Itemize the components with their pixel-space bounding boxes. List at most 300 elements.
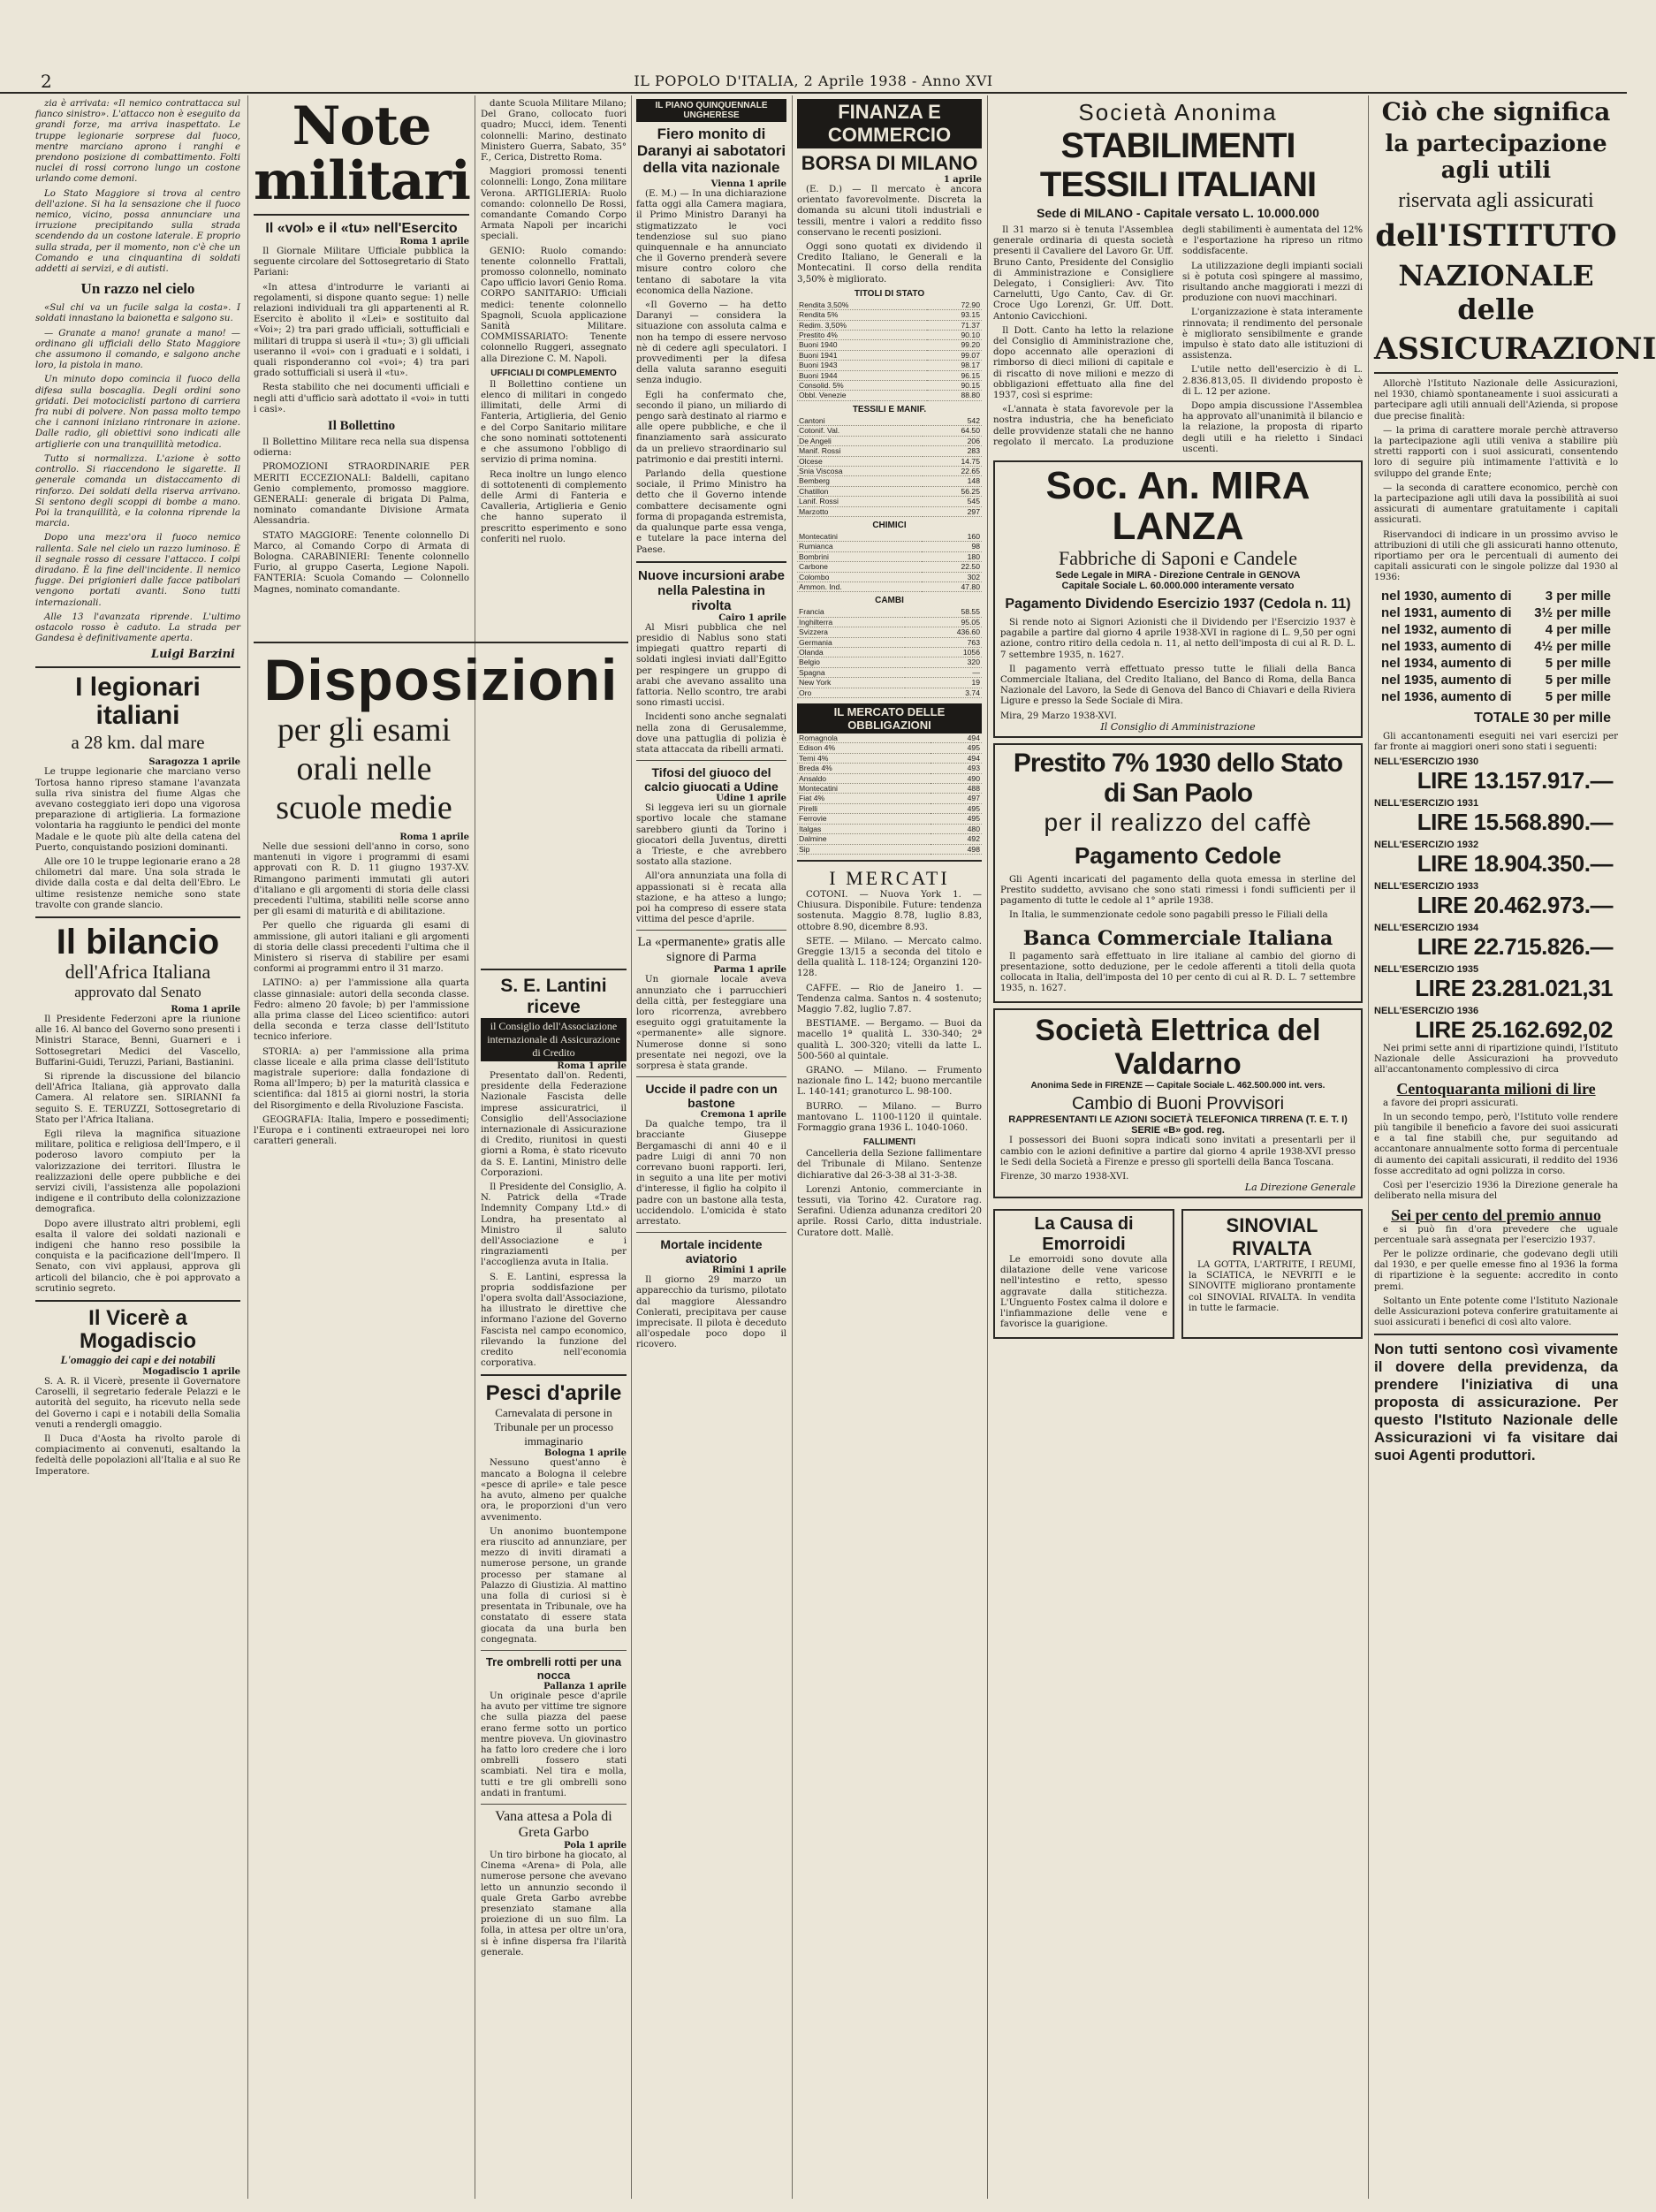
percent-value: 5 per mille	[1545, 688, 1611, 704]
paragraph: «In attesa d'introdurre le varianti ai regolamenti, si dispone quanto segue: 1) nelle relazioni individuali tra gli appartenenti al R. Esercito è abolito il «Lei» e sostituito dal «Voi»; 2) tra pari grado ufficiali, sottufficiali e militari di truppa si userà il «tu»; 3) gli ufficiali useranno il «voi» con i graduati e i soldati, i quali risponderanno col «voi»; 4) tra pari grado sottufficiali si userà il «tu».	[254, 282, 469, 379]
ad-emorroidi	[993, 1209, 1174, 1339]
quote-name: Pirelli	[797, 803, 931, 813]
year-label: NELL'ESERCIZIO 1931	[1374, 798, 1479, 810]
paragraph: Maggiori promossi tenenti colonnelli: Longo, Zona militare Verona. ARTIGLIERIA: Ruolo comando: colonnello De Rossi, comandante Comando Corpo Armata Napoli per incarichi speciali.	[481, 167, 627, 242]
paragraph: Il giorno 29 marzo un apparecchio da turismo, pilotato dal maggiore Alessandro Conlerati, precipitava per cause imprecisate. Il pilota è deceduto all'ospedale poco dopo il ricovero.	[636, 1275, 786, 1350]
percent-year: nel 1935, aumento di	[1381, 672, 1512, 688]
year-value-row	[1374, 850, 1618, 878]
quote-row	[797, 743, 982, 753]
column-rule	[792, 95, 793, 2199]
quote-row	[797, 637, 982, 647]
year-value: LIRE 23.281.021,31	[1415, 975, 1613, 1002]
banner-ungherese: IL PIANO QUINQUENNALE UNGHERESE	[636, 99, 786, 122]
quote-value: 90.15	[927, 381, 982, 391]
quote-value: 71.37	[927, 320, 982, 330]
quote-row	[797, 824, 982, 833]
quote-value: 495	[931, 814, 982, 824]
quote-row	[797, 814, 982, 824]
ina-head-2: la partecipazione agli utili	[1385, 131, 1607, 184]
quote-row	[797, 551, 982, 561]
quote-value: 488	[931, 784, 982, 794]
bci-label: Banca Commerciale Italiana	[1022, 926, 1333, 950]
quote-name: Spagna	[797, 667, 905, 677]
column-rule	[247, 95, 248, 2199]
column-rule	[987, 95, 988, 2199]
quote-name: Buoni 1940	[797, 340, 927, 350]
headline-bollettino: Il Bollettino	[327, 419, 396, 434]
quote-name: Germania	[797, 637, 905, 647]
divider	[636, 930, 786, 931]
ina-head-6: ASSICURAZIONI	[1374, 331, 1656, 367]
quote-name: Rendita 3,50%	[797, 300, 927, 310]
paragraph: Cancelleria della Sezione fallimentare del Tribunale di Milano. Sentenze dichiarative dal 26-3-38 al 31-3-38.	[797, 1149, 982, 1181]
table-head: TESSILI E MANIF.	[852, 404, 927, 414]
headline-obbligazioni: IL MERCATO DELLE OBBLIGAZIONI	[797, 703, 982, 734]
quote-value: 47.80	[922, 582, 982, 591]
divider	[797, 860, 982, 862]
quote-value: 495	[931, 803, 982, 813]
headline-emorroidi: La Causa di Emorroidi	[1034, 1213, 1134, 1254]
quote-value: 22.65	[923, 466, 982, 475]
quote-name: Consolid. 5%	[797, 381, 927, 391]
san-paolo-sub: per il realizzo del caffè	[1044, 808, 1312, 836]
quote-name: Cotonif. Val.	[797, 426, 923, 436]
quote-row	[797, 436, 982, 445]
quote-name: New York	[797, 678, 905, 688]
quote-name: Snia Viscosa	[797, 466, 923, 475]
quote-row	[797, 803, 982, 813]
paragraph: Un giornale locale aveva annunziato che i parrucchieri della città, per festeggiare una loro ricorrenza, avrebbero eseguito oggi gratuitamente la «permanente» alle signore. Numerose donne si sono presentate nei negozi, ove la sorpresa è stata grande.	[636, 975, 786, 1071]
paragraph: zia è arrivata: «Il nemico contrattacca sul fianco sinistro». L'attacco non è eseguito da grandi forze, ma arriva inaspettato. Le truppe legionarie sorprese dal fuoco, mentre marciano aprono i ranghi e prendono posizione di combattimento. Folti nuclei di rossi corrono lungo un costone urlando come demoni.	[35, 99, 240, 185]
paragraph: Dopo avere illustrato altri problemi, egli esalta il valore dei soldati nazionali e indigeni che hanno reso possibile la conquista e la pacificazione dell'Impero. Il Senato, con vivi applausi, approva gli articoli del bilancio, che è poi approvato a scrutinio segreto.	[35, 1219, 240, 1294]
paragraph: In un secondo tempo, però, l'Istituto volle rendere più tangibile il beneficio a favore dei suoi assicurati e a tal fine stabilì che, pur seguitando ad accantonare annualmente sotto forma di percentuale di aumento dei capitali assicurati, il reddito del 1936 fosse accreditato ad ogni polizza in corso.	[1374, 1112, 1618, 1176]
paragraph: Parlando della questione sociale, il Primo Ministro ha detto che il Governo intende combattere decisamente ogni forma di propaganda estremista, da qualunque parte essa venga, e tutelare la pace interna del Paese.	[636, 469, 786, 555]
divider	[254, 214, 469, 216]
quote-value: 498	[931, 844, 982, 854]
column-1	[35, 99, 240, 2202]
paragraph: Il Giornale Militare Ufficiale pubblica la seguente circolare del Sottosegretario di Stato Pariani:	[254, 247, 469, 278]
dateline: Roma 1 aprile	[171, 1004, 240, 1015]
divider	[636, 561, 786, 563]
divider	[35, 1300, 240, 1302]
paragraph: Un originale pesce d'aprile ha avuto per vittime tre signore che sulla piazza del paese erano ferme sotto un portico mentre pioveva. Un giovinastro ha fatto loro credere che i loro ombrelli fossero stati scambiati. Nel tira e molla, tutti e tre gli ombrelli sono andati in frantumi.	[481, 1691, 627, 1798]
paragraph: «Sul chi va un fucile salga la costa». I soldati innastano la baionetta e salgono su.	[35, 303, 240, 324]
quote-row	[797, 350, 982, 360]
headline-mira: Soc. An. MIRA LANZA	[1045, 464, 1310, 549]
paragraph: Da qualche tempo, tra il bracciante Giuseppe Bergamaschi di anni 40 e il padre Luigi di anni 70 non correvano buoni rapporti. Ieri, in seguito a una lite per motivi d'interesse, il figlio ha colpito il padre con un bastone alla testa, uccidendolo. L'omicida è stato arrestato.	[636, 1120, 786, 1228]
quote-name: Fiat 4%	[797, 794, 931, 803]
subhead-pesci: Carnevalata di persone in Tribunale per un processo immaginario	[494, 1406, 613, 1448]
percent-value: 5 per mille	[1545, 672, 1611, 688]
paragraph: Un tiro birbone ha giocato, al Cinema «Arena» di Pola, alle numerose persone che avevano letto un annunzio secondo il quale Greta Garbo avrebbe presenziato stamane alla proiezione di un suo film. La folla, in attesa per oltre un'ora, si è infine dispersa fra l'ilarità generale.	[481, 1850, 627, 1957]
paragraph: Egli ha confermato che, secondo il piano, un miliardo di pengo sarà destinato al riarmo e alle opere pubbliche, e che il finanziamento sarà assicurato da un prelievo straordinario sul patrimonio e dai prestiti interni.	[636, 390, 786, 465]
paragraph: — la seconda di carattere economico, perchè con la partecipazione agli utili dava la possibilità ai suoi assicurati di aumentare gratuitamente i capitali assicurati.	[1374, 483, 1618, 526]
quote-name: Rumianca	[797, 542, 922, 551]
table-head: CHIMICI	[872, 520, 907, 530]
quote-name: Montecatini	[797, 784, 931, 794]
mira-pagamento-head: Pagamento Dividendo Esercizio 1937 (Cedola n. 11)	[1005, 597, 1351, 612]
quote-row	[797, 658, 982, 667]
valdarno-sede: Anonima Sede in FIRENZE — Capitale Sociale L. 462.500.000 int. vers.	[1030, 1081, 1326, 1091]
disposizioni-col-a	[254, 832, 469, 1151]
divider	[1374, 1334, 1618, 1335]
dateline: Parma 1 aprile	[713, 965, 786, 976]
quote-name: Terni 4%	[797, 753, 931, 763]
quote-row	[797, 834, 982, 844]
banner-finanza: FINANZA E COMMERCIO	[797, 99, 982, 148]
column-6	[993, 99, 1363, 2202]
quote-value: 763	[905, 637, 982, 647]
percent-year: nel 1936, aumento di	[1381, 688, 1512, 704]
paragraph: Si riprende la discussione del bilancio dell'Africa Italiana, già approvato dalla Camera. Al relatore sen. SIRIANNI fa seguito S. E. TERUZZI, Sottosegretario di Stato per l'Africa Italiana.	[35, 1072, 240, 1125]
dateline: 1 aprile	[943, 175, 982, 185]
bottom-ads	[993, 1204, 1363, 1344]
ina-head-5: NAZIONALE delle	[1398, 259, 1594, 326]
quote-row	[797, 764, 982, 773]
year-value: LIRE 25.162.692,02	[1415, 1016, 1613, 1044]
quote-value: 492	[931, 834, 982, 844]
quote-row	[797, 381, 982, 391]
paragraph: BURRO. — Milano. — Burro mantovano L. 1100-1120 il quintale. Formaggio grana 1936 L. 1040-1060.	[797, 1101, 982, 1133]
column-4	[636, 99, 786, 2202]
quote-value: 99.20	[927, 340, 982, 350]
headline-mortale: Mortale incidente aviatorio	[660, 1237, 763, 1266]
quote-name: Italgas	[797, 824, 931, 833]
paragraph: Si leggeva ieri su un giornale sportivo locale che stamane sarebbero giunti da Torino i giocatori della Juventus, diretti a Trieste, e che avrebbero sostato alla stazione.	[636, 803, 786, 868]
headline-vicere: Il Vicerè a Mogadiscio	[79, 1306, 196, 1354]
quote-name: Edison 4%	[797, 743, 931, 753]
quote-name: Buoni 1944	[797, 370, 927, 380]
quote-value: 494	[931, 753, 982, 763]
headline-note-militari: Note militari	[254, 95, 470, 212]
headline-borsa: BORSA DI MILANO	[801, 152, 978, 174]
totale: TOTALE 30 per mille	[1473, 710, 1611, 726]
paragraph: CAFFE. — Rio de Janeiro 1. — Tendenza calma. Santos n. 4 sostenuto; Maggio 7.82, luglio 7.87.	[797, 983, 982, 1015]
quote-row	[797, 416, 982, 426]
paragraph: Tutto si normalizza. L'azione è sotto controllo. Si riaccendono le sigarette. Il generale comanda un distaccamento di rinforzo. Dei soldati della riserva arrivano. Si sentono degli scoppi di bombe a mano. Poi la tranquillità, e la colonna riprende la marcia.	[35, 453, 240, 529]
quote-value: 22.50	[922, 562, 982, 572]
headline-permanente: La «permanente» gratis alle signore di Parma	[637, 935, 786, 965]
table-head: TITOLI DI STATO	[854, 288, 925, 299]
lead-paras	[35, 99, 240, 275]
quote-value: 283	[923, 446, 982, 456]
headline-sti: STABILIMENTI TESSILI ITALIANI	[1039, 126, 1317, 204]
quote-row	[797, 426, 982, 436]
section-head: UFFICIALI DI COMPLEMENTO	[490, 368, 617, 378]
quote-value: 1056	[905, 648, 982, 658]
percent-year: nel 1932, aumento di	[1381, 621, 1512, 637]
quote-name: Montecatini	[797, 532, 922, 542]
headline-vol: Il «vol» e il «tu» nell'Esercito	[265, 221, 458, 236]
quote-row	[797, 391, 982, 400]
quote-row	[797, 678, 982, 688]
percent-row	[1374, 655, 1618, 672]
divider	[481, 1374, 627, 1376]
quote-name: Francia	[797, 607, 905, 617]
quote-row	[797, 310, 982, 320]
percent-row	[1374, 638, 1618, 655]
quote-row	[797, 300, 982, 310]
quote-row	[797, 688, 982, 697]
masthead-line: IL POPOLO D'ITALIA, 2 Aprile 1938 - Anno XVI	[634, 72, 993, 89]
headline-daranyi: Fiero monito di Daranyi ai sabotatori della vita nazionale	[636, 125, 786, 176]
quote-row	[797, 607, 982, 617]
year-value: LIRE 20.462.973.—	[1417, 892, 1613, 919]
paragraph: Gli Agenti incaricati del pagamento della quota emessa in sterline del Prestito suddetto, avvisano che sono stati rimessi i fondi sufficienti per il pagamento di tutte le cedole al 1° aprile 1938.	[1000, 874, 1356, 907]
paragraph: GRANO. — Milano. — Frumento nazionale fino L. 142; buono mercantile L. 140-141; granoturco L. 98-100.	[797, 1065, 982, 1098]
percent-value: 5 per mille	[1545, 655, 1611, 671]
percent-value: 3 per mille	[1545, 588, 1611, 604]
quote-row	[797, 753, 982, 763]
percent-year: nel 1934, aumento di	[1381, 655, 1512, 671]
subhead-legionari: a 28 km. dal mare	[71, 732, 205, 754]
dateline: Udine 1 aprile	[716, 794, 786, 804]
quote-row	[797, 331, 982, 340]
quote-value: 545	[923, 497, 982, 506]
paragraph: Il Presidente Federzoni apre la riunione alle 16. Al banco del Governo sono presenti i Ministri Starace, Benni, Guarneri e i Sottosegretari Medici del Vascello, Buffarini-Guidi, Teruzzi, Pariani, Bastianini.	[35, 1014, 240, 1068]
mira-capitale: Capitale Sociale L. 60.000.000 interamente versato	[1061, 581, 1295, 592]
quote-value: 56.25	[923, 486, 982, 496]
headline-mercati: I MERCATI	[829, 866, 950, 889]
paragraph: Il Presidente del Consiglio, A. N. Patrick della «Trade Indemnity Company Ltd.» di Londra, ha presentato al Ministro il saluto dell'Associazione e i ringraziamenti per l'accoglienza avuta in Italia.	[481, 1182, 627, 1268]
paragraph: «L'annata è stata favorevole per la nostra industria, che ha beneficiato delle provvidenze statali che ne hanno regolato il mercato. La produzione degli stabilimenti è aumentata del 12% e l'esportazione ha ripreso un ritmo soddisfacente.	[993, 225, 1363, 447]
year-value-row	[1374, 809, 1618, 836]
quote-row	[797, 734, 982, 743]
paragraph: a favore dei propri assicurati.	[1383, 1098, 1519, 1108]
dateline: Pola 1 aprile	[564, 1840, 627, 1851]
soc-anon-label: Società Anonima	[1078, 99, 1278, 125]
paragraph: dante Scuola Militare Milano; Del Grano, collocato fuori quadro; Mucci, idem. Tenenti colonnelli: Marino, destinato Ministero Guerra, Sabato, 35° F., Cerica, Distretto Roma.	[481, 99, 627, 163]
paragraph: — la prima di carattere morale perchè attraverso la partecipazione agli utili veniva a stabilire più stretti rapporti con i suoi assicurati, consentendo loro di seguire più intimamente l'attività e lo sviluppo del grande Ente;	[1374, 425, 1618, 479]
year-value: LIRE 18.904.350.—	[1417, 850, 1613, 878]
quote-name: Ansaldo	[797, 773, 931, 783]
headline-sinovial: SINOVIAL RIVALTA	[1226, 1213, 1318, 1259]
quote-value: 88.80	[927, 391, 982, 400]
sti-sede: Sede di MILANO - Capitale versato L. 10.000.000	[1037, 206, 1319, 220]
buoni-date: Firenze, 30 marzo 1938-XVI.	[1000, 1171, 1129, 1182]
quote-name: Bombrini	[797, 551, 922, 561]
quote-name: Obbl. Venezie	[797, 391, 927, 400]
dateline: Mogadiscio 1 aprile	[142, 1367, 240, 1378]
quote-name: Chatillon	[797, 486, 923, 496]
mira-sede: Sede Legale in MIRA - Direzione Centrale in GENOVA	[1055, 570, 1301, 582]
ad-valdarno	[993, 1008, 1363, 1198]
subhead-vicere: L'omaggio dei capi e dei notabili	[60, 1353, 216, 1367]
section-head: FALLIMENTI	[863, 1137, 915, 1148]
headline-disposizioni: Disposizioni	[263, 647, 619, 712]
headline-ombrelli: Tre ombrelli rotti per una nocca	[485, 1654, 622, 1682]
quote-row	[797, 532, 982, 542]
headline-pesci: Pesci d'aprile	[485, 1381, 622, 1406]
quote-row	[797, 773, 982, 783]
quote-value: 493	[931, 764, 982, 773]
year-value: LIRE 13.157.917.—	[1417, 767, 1613, 794]
quote-name: Inghilterra	[797, 617, 905, 627]
quote-row	[797, 370, 982, 380]
headline-bilancio: Il bilancio	[56, 922, 220, 962]
year-list	[1374, 756, 1618, 1044]
masthead-bar	[0, 69, 1627, 94]
quote-value: 497	[931, 794, 982, 803]
year-value: LIRE 15.568.890.—	[1417, 809, 1613, 836]
year-label: NELL'ESERCIZIO 1936	[1374, 1006, 1479, 1017]
year-value-row	[1374, 892, 1618, 919]
paragraph: COTONI. — Nuova York 1. — Chiusura. Disponibile. Future: tendenza sostenuta. Maggio 8.78, luglio 8.83, ottobre 8.90, dicembre 8.93.	[797, 889, 982, 932]
quote-name: Buoni 1941	[797, 350, 927, 360]
headline-valdarno: Società Elettrica del Valdarno	[1035, 1014, 1321, 1082]
quote-value: 160	[922, 532, 982, 542]
paragraph: Incidenti sono anche segnalati nella zona di Gerusalemme, dove una pattuglia di polizia è stata attaccata da ribelli armati.	[636, 712, 786, 755]
quote-value: 14.75	[923, 456, 982, 466]
quote-name: Belgio	[797, 658, 905, 667]
year-label: NELL'ESERCIZIO 1932	[1374, 840, 1479, 851]
quote-row	[797, 486, 982, 496]
percent-row	[1374, 621, 1618, 638]
paragraph: Dopo una mezz'ora il fuoco nemico rallenta. Sale nel cielo un razzo luminoso. È il segnale rosso di cessare l'attacco. I colpi diradano. È la fine dell'incidente. Il nemico fugge. Dei prigionieri dalle facce patibolari vengono portati avanti. Sono tutti internazionali.	[35, 533, 240, 608]
year-value-row	[1374, 767, 1618, 794]
paragraph: Il Bollettino Militare reca nella sua dispensa odierna:	[254, 437, 469, 459]
divider	[636, 760, 786, 761]
paragraph: GEOGRAFIA: Italia, Impero e possedimenti; l'Europa e i continenti extraeuropei nei loro caratteri generali.	[254, 1114, 469, 1147]
percent-row	[1374, 588, 1618, 604]
paragraph: Nei primi sette anni di ripartizione quindi, l'Istituto Nazionale delle Assicurazioni ha provveduto all'accantonamento complessivo di circa	[1374, 1044, 1618, 1076]
ad-mira-lanza	[993, 460, 1363, 738]
quote-name: Manif. Rossi	[797, 446, 923, 456]
column-rule	[631, 95, 632, 2199]
paragraph: e si può fin d'ora prevedere che uguale percentuale sarà assegnata per l'esercizio 1937.	[1374, 1224, 1618, 1245]
year-label: NELL'ESERCIZIO 1933	[1374, 881, 1479, 893]
divider	[636, 1076, 786, 1077]
headline-arabi: Nuove incursioni arabe nella Palestina in rivolta	[638, 567, 785, 613]
quote-name: Ferrovie	[797, 814, 931, 824]
column-7	[1374, 97, 1656, 2202]
paragraph: Alle ore 10 le truppe legionarie erano a 28 chilometri dal mare. Una sola strada le divide dalla costa e dal delta dell'Ebro. Le ultime resistenze nemiche sono state travolte con grande slancio.	[35, 856, 240, 910]
paragraph: Le truppe legionarie che marciano verso Tortosa hanno ripreso stamane l'avanzata sulla riva sinistra del fiume Algas che avevano costeggiato ieri dopo una vigorosa preparazione di artiglieria. La formazione volontaria ha raggiunto le pendici del monte Madale e le quote più alte della catena del Puerto, conquistando posizioni dominanti.	[35, 767, 240, 853]
paragraph: Il 31 marzo si è tenuta l'Assemblea generale ordinaria di questa società presenti il Cavaliere del Lavoro Gr. Uff. Bruno Canto, Presidente del Consiglio di Amministrazione e Consigliere Delegato, i Consiglieri: Avv. Tito Carnelutti, Ugo Canto, Cav. di Gr. Croce Ugo Lorenzi, Gr. Uff. Dott. Antonio Cavicchioni.	[993, 225, 1174, 322]
paragraph: Nessuno quest'anno è mancato a Bologna il celebre «pesce di aprile» e tale pesce ha avuto, almeno per qualche ora, le proporzioni d'un vero avvenimento.	[481, 1458, 627, 1523]
percent-value: 3½ per mille	[1534, 604, 1611, 620]
dateline: Cremona 1 aprile	[700, 1110, 786, 1121]
quote-row	[797, 340, 982, 350]
paragraph: Nelle due sessioni dell'anno in corso, sono mantenuti in vigore i programmi di esami approvati con R. D. 11 giugno 1937-XV. Rimangono parimenti immutati gli autori d'italiano e gli argomenti di storia delle classi precedenti l'ultima, stabiliti nelle scorse anno per gli esami di maturità e di abilitazione.	[254, 842, 469, 917]
quote-value: 96.15	[927, 370, 982, 380]
quote-row	[797, 844, 982, 854]
quote-name: Svizzera	[797, 627, 905, 637]
closing: Non tutti sentono così vivamente il dovere della previdenza, da prendere l'iniziativa di una proposta di assicurazione. Per questo l'Istituto Nazionale delle Assicurazioni vi fa visitare dai suoi Agenti produttori.	[1374, 1341, 1618, 1464]
paragraph: L'organizzazione è stata interamente rinnovata; il rendimento del personale è migliorato sensibilmente e grande impulso è stato dato alle istituzioni di assistenza.	[1182, 308, 1363, 361]
paragraph: Dopo ampia discussione l'Assemblea ha approvato all'unanimità il bilancio e la relazione, la proposta di riparto degli utili e ha rieletto i Sindaci uscenti.	[1182, 401, 1363, 454]
paragraph: BESTIAME. — Bergamo. — Buoi da macello 1ª qualità L. 330-340; 2ª qualità L. 300-320; vitelli da latte L. 500-560 al quintale.	[797, 1019, 982, 1061]
year-label: NELL'ESERCIZIO 1935	[1374, 964, 1479, 976]
paragraph: Lorenzi Antonio, commerciante in tessuti, via Torino 42. Curatore rag. Serafini. Udienza adunanza creditori 20 aprile. Rossi Carlo, ditta industriale. Curatore dott. Mallè.	[797, 1184, 982, 1238]
mira-sub: Fabbriche di Saponi e Candele	[1058, 547, 1298, 570]
quote-name: Breda 4%	[797, 764, 931, 773]
paragraph: Le emorroidi sono dovute alla dilatazione delle vene varicose nell'intestino e retto, spesso aggravate dalla stitichezza. L'Unguento Fostex calma il dolore e l'infiammazione delle vene e favorisce la guarigione.	[1000, 1254, 1167, 1330]
buoni-sub: RAPPRESENTANTI LE AZIONI SOCIETÀ TELEFONICA TIRRENA (T. E. T. I) SERIE «B» god. reg.	[1008, 1114, 1348, 1136]
paragraph: Lo Stato Maggiore si trova al centro dell'azione. Si ha la sensazione che il fuoco nemico, vicino, possa annunciare una irruzione precipitando sulla strada scendendo da un costone laterale. E proprio sulla strada, per il momento, non c'è che un Comando e una cinquantina di soldati addetti ai servizi, e di autisti.	[35, 188, 240, 275]
quote-value: 3.74	[905, 688, 982, 697]
paragraph: LA GOTTA, L'ARTRITE, I REUMI, la SCIATICA, le NEVRITI e le SINOVITE migliorano prontamente col SINOVIAL RIVALTA. In vendita in tutte le farmacie.	[1189, 1259, 1356, 1313]
paragraph: L'utile netto dell'esercizio è di L. 2.836.813,05. Il dividendo proposto è di L. 12 per azione.	[1182, 365, 1363, 397]
year-value-row	[1374, 975, 1618, 1002]
paragraph: I possessori dei Buoni sopra indicati sono invitati a presentarli per il cambio con le azioni definitive a partire dal giorno 4 aprile 1938-XVI presso le Sedi della Società a Firenze e presso gli sportelli della Banca Toscana.	[1000, 1136, 1356, 1167]
quote-value: 320	[905, 658, 982, 667]
divider	[35, 666, 240, 668]
quote-row	[797, 497, 982, 506]
quote-name: Rendita 5%	[797, 310, 927, 320]
paragraph: (E. D.) — Il mercato è ancora orientato favorevolmente. Discreta la domanda su alcuni titoli industriali e tessili, mentre i valori a reddito fisso conservano le recenti posizioni.	[797, 185, 982, 238]
dateline: Bologna 1 aprile	[544, 1448, 627, 1459]
quote-name: Prestito 4%	[797, 331, 927, 340]
quote-row	[797, 582, 982, 591]
quote-row	[797, 667, 982, 677]
quote-name: Redim. 3,50%	[797, 320, 927, 330]
quote-name: Olanda	[797, 648, 905, 658]
cedole-head: Pagamento Cedole	[1074, 841, 1282, 869]
quote-name: Oro	[797, 688, 905, 697]
paragraph: In Italia, le summenzionate cedole sono pagabili presso le Filiali della	[1009, 910, 1328, 921]
paragraph: S. E. Lantini, espressa la propria soddisfazione per l'opera svolta dall'Associazione, ha illustrato le direttive che informano l'azione del Governo Fascista nel campo economico, rilevando la funzione del credito nell'economia corporativa.	[481, 1272, 627, 1369]
divider	[636, 1232, 786, 1233]
paragraph: Presentato dall'on. Redenti, presidente della Federazione Nazionale Fascista delle imprese assicuratrici, il Consiglio dell'Associazione internazionale di Assicurazione di Credito, riunitosi in questi giorni a Roma, è stato ricevuto da S. E. Lantini, Ministro delle Corporazioni.	[481, 1071, 627, 1178]
quote-value: 542	[923, 416, 982, 426]
divider	[481, 969, 627, 970]
quote-name: Carbone	[797, 562, 922, 572]
paragraph: Soltanto un Ente potente come l'Istituto Nazionale delle Assicurazioni poteva conferire gratuitamente ai suoi assicurati i benefici di così alto valore.	[1374, 1296, 1618, 1328]
quote-name: Marzotto	[797, 506, 923, 516]
subhead-lantini: il Consiglio dell'Associazione internazionale di Assicurazione di Credito	[481, 1018, 627, 1061]
quotes-table	[797, 532, 982, 592]
page-number: 2	[41, 71, 52, 92]
ina-head-3: riservata agli assicurati	[1398, 189, 1594, 212]
dateline: Vienna 1 aprile	[710, 179, 786, 189]
quote-row	[797, 627, 982, 637]
paragraph: Oggi sono quotati ex dividendo il Credito Italiano, le Generali e la Montecatini. Il corso della rendita 3,50% è migliorato.	[797, 242, 982, 285]
table-head: CAMBI	[875, 596, 904, 606]
dateline: Roma 1 aprile	[399, 237, 469, 247]
dateline: Roma 1 aprile	[399, 832, 469, 842]
quote-row	[797, 648, 982, 658]
quote-row	[797, 446, 982, 456]
percent-value: 4½ per mille	[1534, 638, 1611, 654]
divider	[481, 1650, 627, 1651]
quote-row	[797, 784, 982, 794]
quote-name: Romagnola	[797, 734, 931, 743]
percent-row	[1374, 688, 1618, 705]
headline-tifosi: Tifosi del giuoco del calcio giuocati a Udine	[644, 765, 779, 794]
paragraph: Il Duca d'Aosta ha rivolto parole di compiacimento ai convenuti, esaltando la fedeltà delle popolazioni all'Italia e al suo Re Imperatore.	[35, 1434, 240, 1477]
paragraph: Così per l'esercizio 1936 la Direzione generale ha deliberato nella misura del	[1374, 1181, 1618, 1202]
quote-row	[797, 456, 982, 466]
paragraph: Per le polizze ordinarie, che godevano degli utili dal 1930, e per quelle emesse fino al 1936 la forma di ripartizione è la seguente: accredito in conto premi.	[1374, 1249, 1618, 1292]
quote-value: 206	[923, 436, 982, 445]
quote-value: 180	[922, 551, 982, 561]
percent-list	[1374, 588, 1618, 705]
divider	[481, 1804, 627, 1805]
quote-name: Buoni 1943	[797, 361, 927, 370]
dateline: Cairo 1 aprile	[718, 612, 786, 623]
paragraph: Reca inoltre un lungo elenco di sottotenenti di complemento delle Armi di Fanteria e Cavalleria, Artiglieria e Genio che hanno superato il prescritto esperimento e sono conferiti nel ruolo.	[481, 469, 627, 544]
quote-value: 490	[931, 773, 982, 783]
ad-san-paolo	[993, 743, 1363, 1004]
paragraph: SETE. — Milano. — Mercato calmo. Greggie 13/15 a seconda del titolo e della qualità L. 118-124; Organzini 120-128.	[797, 936, 982, 979]
headline-pola: Vana attesa a Pola di Greta Garbo	[495, 1808, 612, 1840]
paragraph: Alle 13 l'avanzata riprende. L'ultimo ostacolo rosso è caduto. La strada per Gandesa è definitivamente aperta.	[35, 612, 240, 644]
paragraph: STATO MAGGIORE: Tenente colonnello Di Marco, al Comando Corpo di Armata di Bologna. CARABINIERI: Tenente colonnello Furio, al gruppo Caserta, Legione Napoli. FANTERIA: Scuola Comando — Colonnello Magnes, nominato comandante.	[254, 530, 469, 595]
buoni-head: Cambio di Buoni Provvisori	[1071, 1094, 1285, 1114]
year-label: NELL'ESERCIZIO 1930	[1374, 756, 1479, 768]
quote-value: —	[905, 667, 982, 677]
